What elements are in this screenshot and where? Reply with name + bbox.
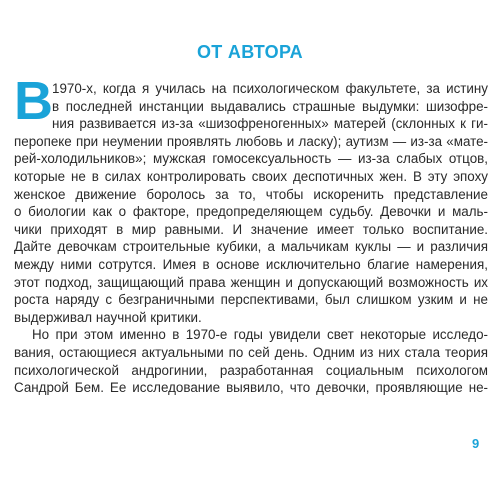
- text-line: Но при этом именно в 1970-е годы увидели свет некоторые исследо-: [32, 327, 488, 343]
- text-line: между ними сотрутся. Имея в основе исключительно благие намерения,: [14, 256, 488, 272]
- text-line: о биологии как о факторе, предопределяющем судьбу. Девочки и маль-: [14, 204, 488, 220]
- text-line: в последней инстанции выдавались страшные выдумки: шизофре-: [52, 98, 488, 114]
- text-line: выдерживал научной критики.: [14, 309, 202, 325]
- drop-cap: В: [14, 71, 53, 131]
- text-line: ния развивается из-за «шизофреногенных» матерей (склонных к ги-: [52, 116, 488, 132]
- text-line: чики приходят в мир равными. И значение имеет только воспитание.: [14, 221, 488, 237]
- text-line: роста наряду с безграничными перспективами, был слишком узким и не: [14, 292, 488, 308]
- text-line: женское движение боролось за то, чтобы искоренить представление: [14, 186, 488, 202]
- text-line: 1970-х, когда я училась на психологическом факультете, за истину: [52, 81, 488, 96]
- chapter-title: ОТ АВТОРА: [197, 42, 303, 62]
- page-number: 9: [472, 436, 480, 451]
- text-line: Дайте девочкам строительные кубики, а мальчикам куклы — и различия: [14, 239, 488, 255]
- text-line: психологической андрогинии, разработанная социальным психологом: [14, 362, 488, 378]
- text-line: перопеке при неумении проявлять любовь и ласку); аутизм — из-за «мате-: [14, 133, 488, 149]
- text-line: вания, остающиеся актуальными по сей день. Одним из них стала теория: [14, 344, 488, 360]
- text-line: этот подход, защищающий права женщин и допускающий возможность их: [14, 274, 488, 290]
- text-line: рей-холодильников»; мужская гомосексуальность — из-за слабых отцов,: [14, 151, 488, 167]
- text-line: Сандрой Бем. Ее исследование выявило, что девочки, проявляющие не-: [14, 380, 488, 396]
- body-text: [14, 71, 488, 397]
- text-line: которые не в силах контролировать своих деспотичных жен. В эту эпоху: [14, 168, 488, 184]
